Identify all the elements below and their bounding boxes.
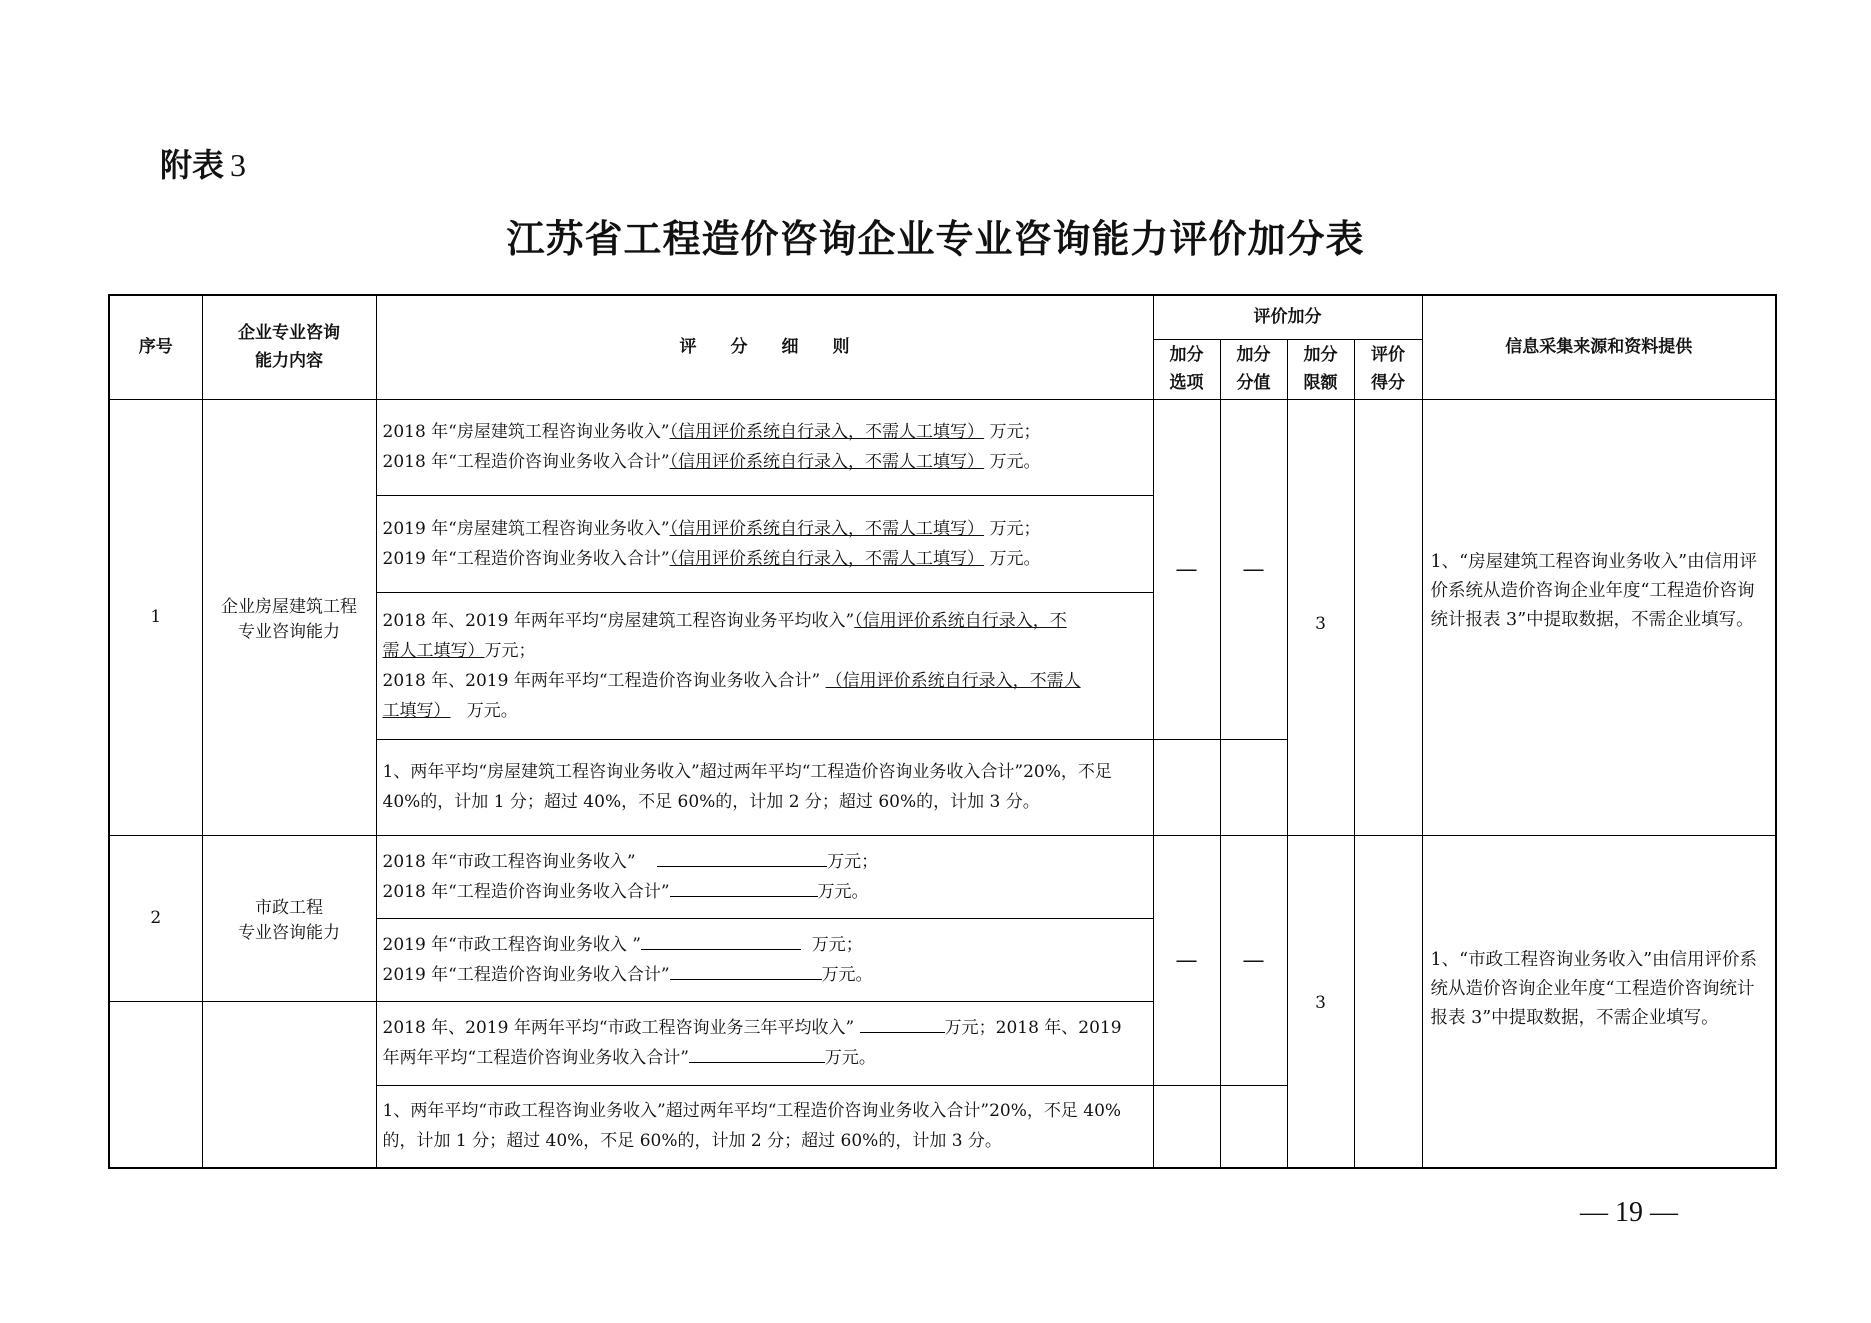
row2-rule-2019-cell	[376, 918, 1153, 1001]
rule-text: 2018 年“工程造价咨询业务收入合计”	[382, 881, 670, 902]
rule-line	[383, 636, 1147, 666]
blank-line[interactable]	[670, 878, 818, 897]
fill-note: （信用评价系统自行录入，不	[854, 610, 1067, 631]
rule-line	[383, 960, 1147, 990]
annex-label	[160, 140, 246, 186]
rule-unit: 万元。	[817, 881, 869, 902]
row2-criteria-option[interactable]	[1153, 1085, 1220, 1168]
rule-line	[383, 544, 1147, 574]
rule-text: 2019 年“工程造价咨询业务收入合计”	[382, 964, 670, 985]
header-content-line2: 能力内容	[255, 351, 323, 372]
rule-text: 2019 年“工程造价咨询业务收入合计”	[382, 548, 670, 569]
row1-content-l1: 企业房屋建筑工程	[221, 597, 357, 617]
row2-rule-avg-cell	[376, 1001, 1153, 1085]
row2-value: —	[1220, 835, 1287, 1085]
rule-line	[383, 514, 1147, 544]
row2-score[interactable]	[1354, 835, 1422, 1168]
rule-unit: 万元；	[484, 640, 536, 661]
row2-content-l2: 专业咨询能力	[238, 923, 340, 943]
rule-text: 2018 年“房屋建筑工程咨询业务收入”	[382, 422, 670, 442]
row1-criteria-cell: 1、两年平均“房屋建筑工程咨询业务收入”超过两年平均“工程造价咨询业务收入合计”20%，不足 40%的，计加 1 分；超过 40%，不足 60%的，计加 2 分；超过 60%的，计加 3 分。	[376, 739, 1153, 835]
row1-seq: 1	[109, 399, 202, 835]
row1-rule-2018-cell	[376, 399, 1153, 495]
row1-rule-2018	[109, 399, 1776, 495]
rule-text: 2018 年、2019 年两年平均“房屋建筑工程咨询业务平均收入”	[382, 610, 855, 631]
page-title: 江苏省工程造价咨询企业专业咨询能力评价加分表	[506, 216, 1365, 261]
fill-note: （信用评价系统自行录入，不需人工填写）	[669, 518, 985, 539]
header-score-l1: 评价	[1371, 345, 1405, 365]
rule-text: 万元；2018 年、2019	[944, 1018, 1122, 1038]
header-option	[1153, 339, 1220, 399]
row2-criteria-value[interactable]	[1220, 1085, 1287, 1168]
header-value	[1220, 339, 1287, 399]
row1-content	[202, 399, 376, 835]
header-limit-l2: 限额	[1303, 373, 1338, 393]
row1-criteria-value[interactable]	[1220, 739, 1287, 835]
header-row-1	[109, 295, 1776, 339]
fill-note: 需人工填写）	[382, 640, 485, 661]
blank-line[interactable]	[657, 848, 827, 867]
rule-unit: 万元；	[989, 422, 1041, 442]
row2-rule-2018	[109, 835, 1776, 918]
header-score	[1354, 339, 1422, 399]
rule-line	[383, 447, 1147, 477]
header-source: 信息采集来源和资料提供	[1422, 295, 1776, 399]
row2-rule-2018-cell	[376, 835, 1153, 918]
header-option-l1: 加分	[1169, 345, 1204, 365]
blank-line[interactable]	[670, 961, 822, 980]
header-score-l2: 得分	[1371, 373, 1405, 393]
annex-number: 3	[230, 147, 247, 183]
rule-line	[383, 930, 1147, 960]
blank-line[interactable]	[860, 1014, 945, 1033]
rule-line	[383, 877, 1147, 907]
fill-note: （信用评价系统自行录入，不需人工填写）	[669, 452, 985, 472]
rule-line	[383, 847, 1147, 877]
row2-content-empty	[202, 1001, 376, 1168]
header-value-l2: 分值	[1236, 373, 1271, 393]
row2-source: 1、“市政工程咨询业务收入”由信用评价系统从造价咨询企业年度“工程造价咨询统计报表 3”中提取数据，不需企业填写。	[1422, 835, 1776, 1168]
row1-criteria-option[interactable]	[1153, 739, 1220, 835]
rule-line	[383, 417, 1147, 447]
rule-line	[383, 1013, 1147, 1043]
rule-line	[383, 666, 1147, 696]
header-content-line1: 企业专业咨询	[238, 323, 340, 344]
row1-content-l2: 专业咨询能力	[238, 622, 340, 642]
rule-text: 2018 年“市政工程咨询业务收入”	[382, 851, 636, 872]
rule-text: 2018 年、2019 年两年平均“工程造价咨询业务收入合计”	[382, 670, 821, 691]
row1-source: 1、“房屋建筑工程咨询业务收入”由信用评价系统从造价咨询企业年度“工程造价咨询统计报表 3”中提取数据，不需企业填写。	[1422, 399, 1776, 835]
fill-note: （信用评价系统自行录入，不需人工填写）	[669, 548, 985, 569]
rule-unit: 万元。	[466, 700, 518, 721]
row2-limit: 3	[1287, 835, 1354, 1168]
rule-text: 年两年平均“工程造价咨询业务收入合计”	[382, 1048, 689, 1068]
row2-option: —	[1153, 835, 1220, 1085]
row1-option: —	[1153, 399, 1220, 739]
blank-line[interactable]	[689, 1044, 825, 1063]
row1-score[interactable]	[1354, 399, 1422, 835]
rule-unit: 万元；	[827, 851, 879, 872]
row1-limit: 3	[1287, 399, 1354, 835]
rule-line	[383, 1043, 1147, 1073]
rule-unit: 万元。	[824, 1048, 876, 1068]
row1-rule-2019-cell	[376, 495, 1153, 592]
header-eval-group: 评价加分	[1153, 295, 1422, 339]
row2-criteria-cell: 1、两年平均“市政工程咨询业务收入”超过两年平均“工程造价咨询业务收入合计”20%，不足 40%的，计加 1 分；超过 40%，不足 60%的，计加 2 分；超过 60%的，计加 3 分。	[376, 1085, 1153, 1168]
rule-text: 2019 年“市政工程咨询业务收入 ”	[382, 934, 641, 955]
rule-unit: 万元。	[989, 548, 1041, 569]
rule-text: 2018 年“工程造价咨询业务收入合计”	[382, 452, 670, 472]
page-number: — 19 —	[1580, 1197, 1678, 1228]
rule-unit: 万元；	[989, 518, 1041, 539]
fill-note: 工填写）	[382, 700, 451, 721]
rule-text: 2018 年、2019 年两年平均“市政工程咨询业务三年平均收入”	[382, 1018, 855, 1038]
row1-rule-avg-cell	[376, 592, 1153, 739]
header-rules: 评 分 细 则	[376, 295, 1153, 399]
row2-seq-empty	[109, 1001, 202, 1168]
rule-unit: 万元。	[989, 452, 1041, 472]
header-value-l1: 加分	[1236, 345, 1271, 365]
rule-unit: 万元。	[821, 964, 873, 985]
scoring-table	[108, 294, 1777, 1169]
row2-content-l1: 市政工程	[255, 898, 323, 918]
header-limit	[1287, 339, 1354, 399]
rule-text: 2019 年“房屋建筑工程咨询业务收入”	[382, 518, 670, 539]
header-content	[202, 295, 376, 399]
row1-value: —	[1220, 399, 1287, 739]
row2-content	[202, 835, 376, 1001]
rule-line	[383, 696, 1147, 726]
fill-note: （信用评价系统自行录入，不需人	[825, 670, 1081, 691]
blank-line[interactable]	[641, 931, 801, 950]
header-limit-l1: 加分	[1303, 345, 1338, 365]
header-seq: 序号	[109, 295, 202, 399]
annex-label-text: 附表	[160, 146, 225, 184]
header-option-l2: 选项	[1169, 373, 1204, 393]
row2-seq: 2	[109, 835, 202, 1001]
fill-note: （信用评价系统自行录入，不需人工填写）	[669, 422, 985, 442]
rule-unit: 万元；	[811, 934, 863, 955]
rule-line	[383, 606, 1147, 636]
